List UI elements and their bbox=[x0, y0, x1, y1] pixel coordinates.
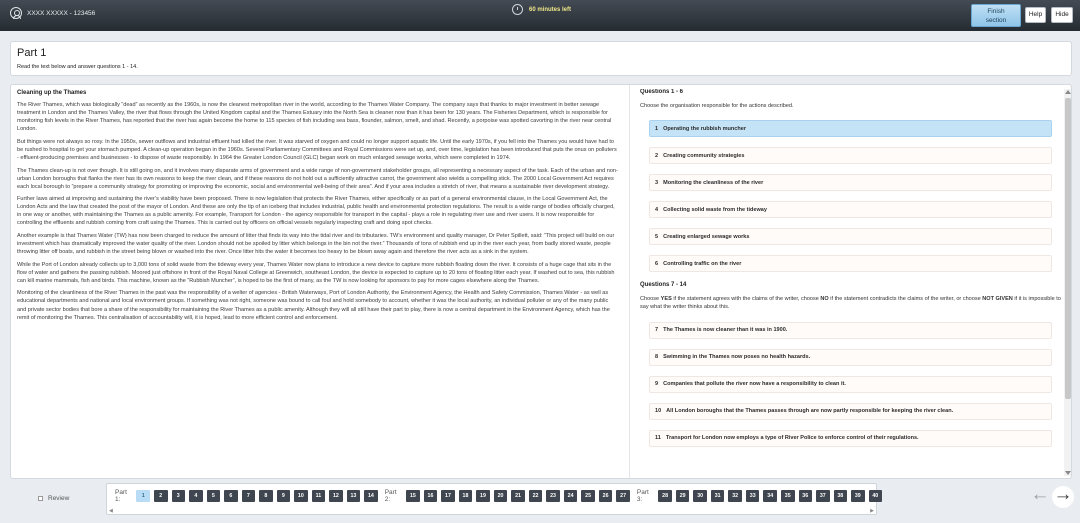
question-nav-button[interactable]: 11 bbox=[312, 490, 326, 502]
question-item-4[interactable]: 4 Collecting solid waste from the tideway bbox=[649, 201, 1052, 218]
question-navigator bbox=[106, 483, 877, 515]
next-question-button[interactable] bbox=[1052, 486, 1074, 508]
main-panel bbox=[10, 84, 1072, 479]
navigator-scrollbar[interactable] bbox=[107, 509, 876, 514]
question-nav-button[interactable]: 40 bbox=[869, 490, 883, 502]
timer-text: 60 minutes left bbox=[529, 6, 572, 13]
question-item-5[interactable]: 5 Creating enlarged sewage works bbox=[649, 228, 1052, 245]
question-group-instruction: Choose the organisation responsible for the actions described. bbox=[640, 103, 794, 109]
question-nav-button[interactable]: 26 bbox=[599, 490, 613, 502]
question-item-2[interactable]: 2 Creating community strategies bbox=[649, 147, 1052, 164]
question-nav-button[interactable]: 21 bbox=[511, 490, 525, 502]
question-group-title: Questions 1 - 6 bbox=[640, 89, 684, 95]
question-nav-button[interactable]: 1 bbox=[136, 490, 150, 502]
question-item-10[interactable]: 10 All London boroughs that the Thames passes through are now partly responsible for keeping the river clean. bbox=[649, 403, 1052, 420]
question-nav-button[interactable]: 14 bbox=[364, 490, 378, 502]
scrollbar-thumb[interactable] bbox=[1065, 98, 1071, 399]
part-header bbox=[10, 41, 1072, 76]
question-nav-button[interactable]: 36 bbox=[799, 490, 813, 502]
question-item-1[interactable]: 1 Operating the rubbish muncher bbox=[649, 120, 1052, 137]
passage-paragraph: Further laws aimed at improving and sustaining the river’s viability have been proposed. There is now legislation that protects the River Thames, either specifically or as part of a general environmental clause, in the Local Government Act, the London Acts and the law that created the post of the mayor of London. And these are only the tip of an iceberg that includes industrial, public health and environmental protection regulations. The result is a wide range of bodies officially charged, in one way or another, with maintaining the Thames as a public amenity. For example, Transport for London - the agency responsible for transport in the capital - plays a role in regulating river use and river users. It is now responsible for controlling the effluents and rubbish coming from craft using the Thames. This is carried out by officers on official vessels regularly inspecting craft and doing spot checks. bbox=[17, 196, 615, 227]
user-icon bbox=[10, 7, 22, 19]
question-nav-button[interactable]: 31 bbox=[711, 490, 725, 502]
passage-paragraph: Another example is that Thames Water (TW) has now been charged to reduce the amount of litter that finds its way into the tidal river and its tributaries. TW’s environment and quality manager, Dr Peter Spillett, said: “This project will build on our investment which has dramatically improved the water quality of the river. London should not be spoiled by litter which belongs in the bin not the river.” Thousands of tons of rubbish end up in the river each year, from badly stored waste, people throwing litter off boats, and rubbish in the street being blown or washed into the river. Once litter hits the water it becomes too heavy to be blown away again and therefore the river acts as a sink in the system. bbox=[17, 232, 615, 256]
question-group-title: Questions 7 - 14 bbox=[640, 282, 687, 289]
checkbox-icon[interactable] bbox=[38, 496, 43, 501]
question-nav-button[interactable]: 6 bbox=[224, 490, 238, 502]
question-nav-row bbox=[115, 489, 886, 503]
review-label: Review bbox=[48, 495, 70, 502]
question-nav-button[interactable]: 22 bbox=[529, 490, 543, 502]
previous-question-button[interactable] bbox=[1030, 486, 1050, 506]
finish-label-line2: section bbox=[985, 17, 1007, 24]
scroll-right-icon[interactable]: ▶ bbox=[870, 508, 874, 514]
top-bar bbox=[0, 0, 1080, 31]
question-nav-button[interactable]: 30 bbox=[693, 490, 707, 502]
question-nav-button[interactable]: 15 bbox=[406, 490, 420, 502]
passage-paragraph: Monitoring of the cleanliness of the River Thames in the past was the responsibility of a welter of agencies - British Waterways, Port of London Authority, the Environment Agency, the Health and Safety Commission, Thames Water - as well as educational departments and national and local environment groups. If something was not right, someone was bound to call foul and hold somebody to account, whether it was the local authority, an individual polluter or any of the many public and private sector bodies that bore a share of the responsibility for maintaining the River Thames as a public amenity. Although they will all still have their part to play, there is now a central department in the Environment Agency, which has the remit of monitoring the Thames. This centralisation of accountability will, it is hoped, lead to more efficient control and enforcement. bbox=[17, 290, 610, 321]
passage-title: Cleaning up the Thames bbox=[17, 90, 87, 96]
question-nav-button[interactable]: 17 bbox=[441, 490, 455, 502]
question-nav-button[interactable]: 33 bbox=[746, 490, 760, 502]
question-item-8[interactable]: 8 Swimming in the Thames now poses no health hazards. bbox=[649, 349, 1052, 366]
question-nav-button[interactable]: 32 bbox=[728, 490, 742, 502]
panel-divider[interactable] bbox=[629, 85, 630, 478]
clock-icon bbox=[512, 4, 523, 15]
question-nav-button[interactable]: 16 bbox=[424, 490, 438, 502]
part-label: Part 1: bbox=[115, 489, 127, 503]
question-item-3[interactable]: 3 Monitoring the cleanliness of the river bbox=[649, 174, 1052, 191]
question-group-instruction: Choose YES if the statement agrees with the claims of the writer, choose NO if the statement contradicts the claims of the writer, or choose NOT GIVEN if it is impossible to say what the writer thinks about this. bbox=[640, 296, 1061, 311]
scroll-left-icon[interactable]: ◀ bbox=[109, 508, 113, 514]
question-nav-button[interactable]: 12 bbox=[329, 490, 343, 502]
arrow-left-icon: ← bbox=[1030, 484, 1050, 505]
question-nav-button[interactable]: 8 bbox=[259, 490, 273, 502]
question-item-6[interactable]: 6 Controlling traffic on the river bbox=[649, 255, 1052, 272]
question-nav-button[interactable]: 5 bbox=[207, 490, 221, 502]
help-button[interactable]: Help bbox=[1025, 7, 1046, 23]
question-nav-button[interactable]: 7 bbox=[242, 490, 256, 502]
passage-paragraph: While the Port of London already collects up to 3,000 tons of solid waste from the tideway every year, Thames Water now plans to introduce a new device to capture more rubbish floating down the river. It consists of a huge cage that sits in the flow of water and gathers the passing rubbish. Moored just offshore in front of the Royal Naval College at Greenwich, southeast London, the device is expected to capture up to 20 tons of floating litter each year. If washed out to sea, this rubbish can kill marine mammals, fish and birds. This machine, known as the “Rubbish Muncher”, is hoped to be the first of many, as the TW is now looking for sponsors to pay for more cages elsewhere along the Thames. bbox=[17, 261, 615, 284]
question-nav-button[interactable]: 34 bbox=[763, 490, 777, 502]
question-item-11[interactable]: 11 Transport for London now employs a type of River Police to enforce control of their regulations. bbox=[649, 430, 1052, 447]
question-nav-button[interactable]: 24 bbox=[564, 490, 578, 502]
review-checkbox[interactable] bbox=[38, 495, 69, 502]
questions-scrollbar[interactable] bbox=[1064, 89, 1072, 476]
question-nav-button[interactable]: 37 bbox=[816, 490, 830, 502]
question-nav-button[interactable]: 39 bbox=[851, 490, 865, 502]
part-instruction: Read the text below and answer questions 1 - 14. bbox=[17, 64, 138, 70]
passage-paragraph: The Thames clean-up is not over though. It is still going on, and it involves many disparate arms of government and a wide range of non-government stakeholder groups, all representing a necessary aspect of the task. Each of the urban and non-urban London boroughs that flanks the river has its own reasons to keep the river clean, and if these reasons do not hold out a sufficiently attractive carrot, the government also wields a compelling stick. The 2000 Local Government Act requires each local borough to “prepare a community strategy for promoting or improving the economic, social and environmental well-being of their area”. And if your area includes a stretch of river, that means a sustainable river development strategy. bbox=[17, 167, 618, 190]
question-item-9[interactable]: 9 Companies that pollute the river now have a responsibility to clean it. bbox=[649, 376, 1052, 393]
question-item-7[interactable]: 7 The Thames is now cleaner than it was in 1900. bbox=[649, 322, 1052, 339]
question-nav-button[interactable]: 4 bbox=[189, 490, 203, 502]
question-nav-button[interactable]: 25 bbox=[581, 490, 595, 502]
question-nav-button[interactable]: 35 bbox=[781, 490, 795, 502]
question-nav-button[interactable]: 23 bbox=[546, 490, 560, 502]
question-nav-button[interactable]: 18 bbox=[459, 490, 473, 502]
part-title: Part 1 bbox=[17, 47, 47, 59]
part-label: Part 2: bbox=[384, 489, 397, 503]
timer bbox=[512, 4, 571, 15]
question-nav-button[interactable]: 29 bbox=[676, 490, 690, 502]
candidate-info bbox=[10, 5, 95, 21]
question-list bbox=[640, 322, 1061, 447]
question-nav-button[interactable]: 28 bbox=[658, 490, 672, 502]
finish-label-line1: Finish bbox=[987, 8, 1005, 15]
scroll-down-icon[interactable] bbox=[1065, 471, 1071, 475]
question-nav-button[interactable]: 10 bbox=[294, 490, 308, 502]
passage-paragraph: The River Thames, which was biologically “dead” as recently as the 1960s, is now the cleanest metropolitan river in the world, according to the Thames Water Company. The company says that thanks to major investment in better sewage treatment in London and the Thames Valley, the river that flows through the United Kingdom capital and the Thames Estuary into the North Sea is cleaner now than it has been for 130 years. The Fisheries Department, which is responsible for monitoring fish levels in the River Thames, has reported that the river has again become the home to 115 species of fish including sea bass, flounder, salmon, smelt, and shad. Recently, a porpoise was spotted cavorting in the river near central London. bbox=[17, 102, 612, 133]
question-list bbox=[640, 120, 1061, 272]
passage-paragraph: But things were not always so rosy. In the 1950s, sewer outflows and industrial effluent had killed the river. It was starved of oxygen and could no longer support aquatic life. Until the early 1970s, if you fell into the Thames you would have had to be rushed to hospital to get your stomach pumped. A clean-up operation began in the 1960s. Several Parliamentary Committees and Royal Commissions were set up, and, over time, legislation has been introduced that puts the onus on polluters - effluent-producing premises and businesses - to dispose of waste responsibly. In 1964 the Greater London Council (GLC) began work on much enlarged sewage works, which were completed in 1974. bbox=[17, 138, 617, 162]
question-nav-button[interactable]: 2 bbox=[154, 490, 168, 502]
scroll-up-icon[interactable] bbox=[1065, 90, 1071, 94]
question-nav-button[interactable]: 20 bbox=[494, 490, 508, 502]
question-nav-button[interactable]: 9 bbox=[277, 490, 291, 502]
reading-passage[interactable] bbox=[17, 89, 618, 473]
questions-panel bbox=[640, 89, 1061, 473]
part-label: Part 3: bbox=[636, 489, 649, 503]
hide-button[interactable]: Hide bbox=[1051, 7, 1073, 23]
question-nav-button[interactable]: 13 bbox=[347, 490, 361, 502]
question-nav-button[interactable]: 27 bbox=[616, 490, 630, 502]
candidate-id: XXXX XXXXX - 123456 bbox=[27, 9, 96, 17]
arrow-right-icon: → bbox=[1053, 484, 1073, 505]
question-nav-button[interactable]: 38 bbox=[834, 490, 848, 502]
finish-section-button[interactable] bbox=[971, 4, 1021, 27]
question-nav-button[interactable]: 3 bbox=[172, 490, 186, 502]
question-nav-button[interactable]: 19 bbox=[476, 490, 490, 502]
